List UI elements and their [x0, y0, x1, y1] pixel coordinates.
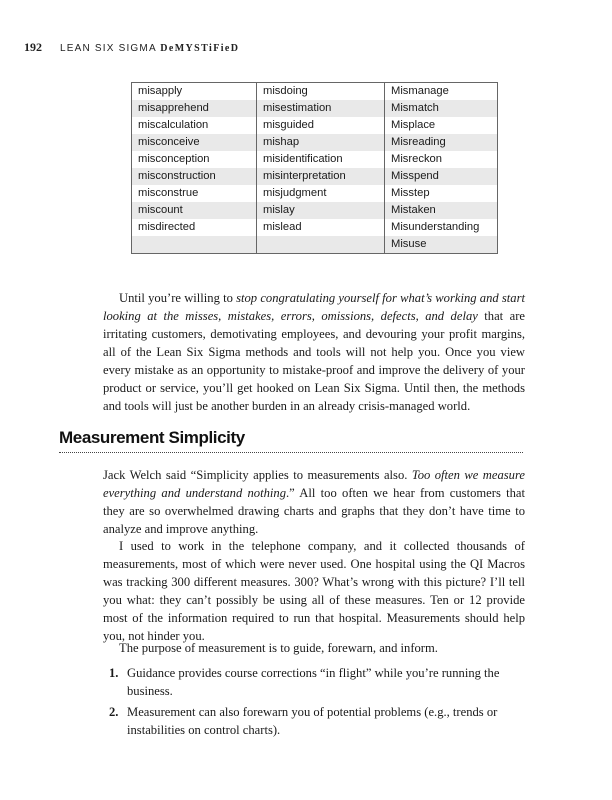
- paragraph-rest: .” All too often we hear from customers that they are so overwhelmed drawing charts and graphs that they don’t have time to analyze and improve anything.: [103, 486, 526, 536]
- table-cell: misinterpretation: [257, 168, 385, 185]
- table-row: [132, 219, 498, 236]
- body-paragraph-mistakes: [103, 289, 525, 415]
- list-item-text: Measurement can also forewarn you of potential problems (e.g., trends or instabilities on control charts).: [127, 705, 498, 737]
- page-number: 192: [24, 40, 42, 54]
- paragraph-rest: that are irritating customers, demotivating employees, and devouring your profit margins, all of the Lean Six Sigma methods and tools will not help you. Once you view every mistake as an opportunity to mistake-proof and improve the delivery of your product or service, you’ll get hooked on Lean Six Sigma. Until then, the methods and tools will just be another burden in an already crisis-managed world.: [103, 309, 525, 413]
- table-cell: mislay: [257, 202, 385, 219]
- table-cell: misguided: [257, 117, 385, 134]
- table-cell: [132, 236, 257, 254]
- table-cell: mishap: [257, 134, 385, 151]
- table-row: [132, 168, 498, 185]
- section-heading: Measurement Simplicity: [59, 428, 523, 453]
- table-row: [132, 83, 498, 101]
- paragraph-lead: Jack Welch said “Simplicity applies to measurements also.: [103, 468, 412, 482]
- table-cell: misapprehend: [132, 100, 257, 117]
- table-cell: [257, 236, 385, 254]
- table-cell: misconception: [132, 151, 257, 168]
- table-cell: Misstep: [385, 185, 498, 202]
- table-cell: Misreading: [385, 134, 498, 151]
- body-paragraph-welch-quote: [103, 466, 525, 538]
- table-cell: miscalculation: [132, 117, 257, 134]
- list-item-number: 1.: [109, 666, 119, 680]
- word-table: [131, 82, 498, 254]
- list-item-text: Guidance provides course corrections “in flight” while you’re running the business.: [127, 666, 500, 698]
- paragraph-emphasis: stop congratulating yourself for what’s working and start looking at the misses, mistakes, errors, omissions, defects, and delay: [103, 291, 525, 323]
- table-cell: misconstruction: [132, 168, 257, 185]
- table-cell: mislead: [257, 219, 385, 236]
- table-cell: Misunderstanding: [385, 219, 498, 236]
- list-item: [103, 703, 525, 739]
- numbered-list: [103, 664, 525, 742]
- list-item: [103, 664, 525, 700]
- table-row: [132, 185, 498, 202]
- table-cell: misapply: [132, 83, 257, 101]
- table-cell: Mismatch: [385, 100, 498, 117]
- body-paragraph-purpose: The purpose of measurement is to guide, forewarn, and inform.: [119, 641, 438, 655]
- table-cell: Misuse: [385, 236, 498, 254]
- table-cell: misidentification: [257, 151, 385, 168]
- table-row: [132, 117, 498, 134]
- paragraph-emphasis: Too often we measure everything and understand nothing: [103, 468, 525, 500]
- table-cell: misconstrue: [132, 185, 257, 202]
- table-cell: Mismanage: [385, 83, 498, 101]
- running-head: [24, 40, 239, 55]
- table-row: [132, 202, 498, 219]
- table-cell: misjudgment: [257, 185, 385, 202]
- body-paragraph-telephone-company: I used to work in the telephone company, and it collected thousands of measurements, most of which were never used. One hospital using the QI Macros was tracking 300 different measures. 300? What’s wrong with this picture? I’ll tell you what: they can’t possibly be using all of these measures. Ten or 12 provide most of the information required to run that hospital. Measurements should help you, not hinder you.: [103, 539, 525, 643]
- table-cell: Misreckon: [385, 151, 498, 168]
- book-title: LEAN SIX SIGMA: [59, 43, 157, 54]
- table-row: [132, 100, 498, 117]
- table-cell: Misspend: [385, 168, 498, 185]
- book-subtitle: DeMYSTiFieD: [160, 43, 240, 54]
- table-row: [132, 151, 498, 168]
- list-item-number: 2.: [109, 705, 119, 719]
- table-cell: Misplace: [385, 117, 498, 134]
- table-row: [132, 134, 498, 151]
- paragraph-lead: Until you’re willing to: [119, 291, 237, 305]
- table-cell: misdirected: [132, 219, 257, 236]
- table-cell: miscount: [132, 202, 257, 219]
- table-cell: misconceive: [132, 134, 257, 151]
- table-cell: misestimation: [257, 100, 385, 117]
- table-cell: Mistaken: [385, 202, 498, 219]
- table-row: [132, 236, 498, 254]
- table-cell: misdoing: [257, 83, 385, 101]
